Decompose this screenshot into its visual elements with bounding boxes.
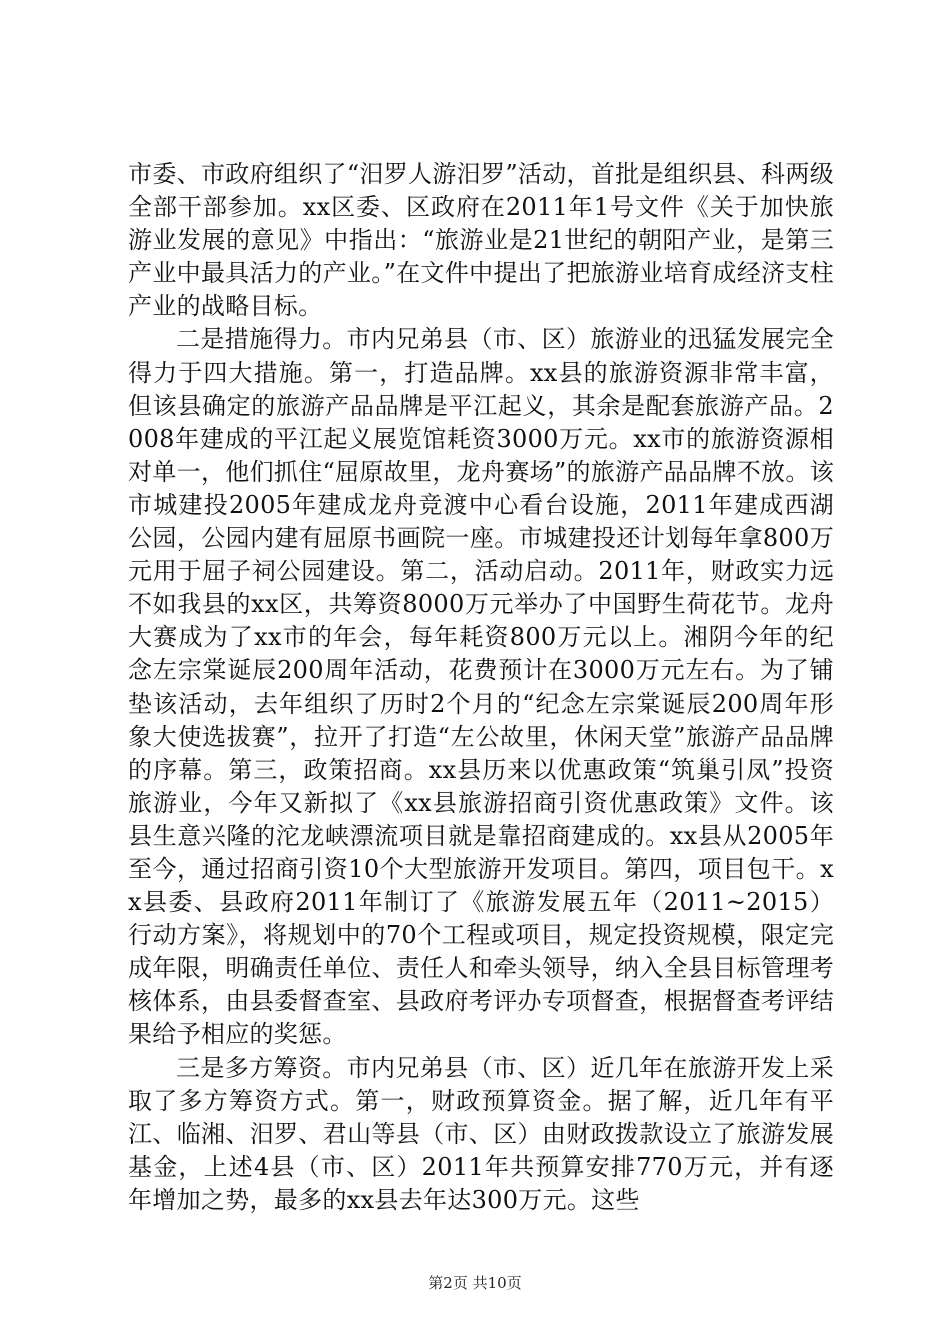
page-footer (0, 1273, 950, 1293)
paragraph-2: 二是措施得力。市内兄弟县（市、区）旅游业的迅猛发展完全得力于四大措施。第一，打造品牌。xx县的旅游资源非常丰富，但该县确定的旅游产品品牌是平江起义，其余是配套旅游产品。2008年建成的平江起义展览馆耗资3000万元。xx市的旅游资源相对单一，他们抓住“屈原故里，龙舟赛场”的旅游产品品牌不放。该市城建投2005年建成龙舟竞渡中心看台设施，2011年建成西湖公园，公园内建有屈原书画院一座。市城建投还计划每年拿800万元用于屈子祠公园建设。第二，活动启动。2011年，财政实力远不如我县的xx区，共筹资8000万元举办了中国野生荷花节。龙舟大赛成为了xx市的年会，每年耗资800万元以上。湘阴今年的纪念左宗棠诞辰200周年活动，花费预计在3000万元左右。为了铺垫该活动，去年组织了历时2个月的“纪念左宗棠诞辰200周年形象大使选拔赛”，拉开了打造“左公故里，休闲天堂”旅游产品品牌的序幕。第三，政策招商。xx县历来以优惠政策“筑巢引凤”投资旅游业，今年又新拟了《xx县旅游招商引资优惠政策》文件。该县生意兴隆的沱龙峡漂流项目就是靠招商建成的。xx县从2005年至今，通过招商引资10个大型旅游开发项目。第四，项目包干。xx县委、县政府2011年制订了《旅游发展五年（2011~2015）行动方案》，将规划中的70个工程或项目，规定投资规模，限定完成年限，明确责任单位、责任人和牵头领导，纳入全县目标管理考核体系，由县委督查室、县政府考评办专项督查，根据督查考评结果给予相应的奖惩。 (128, 325, 834, 1049)
paragraph-1: 市委、市政府组织了“汨罗人游汨罗”活动，首批是组织县、科两级全部干部参加。xx区委、区政府在2011年1号文件《关于加快旅游业发展的意见》中指出：“旅游业是21世纪的朝阳产业，是第三产业中最具活力的产业。”在文件中提出了把旅游业培育成经济支柱产业的战略目标。 (128, 160, 834, 321)
page-number-label: 第2页 共10页 (428, 1274, 522, 1292)
paragraph-3: 三是多方筹资。市内兄弟县（市、区）近几年在旅游开发上采取了多方筹资方式。第一，财政预算资金。据了解，近几年有平江、临湘、汨罗、君山等县（市、区）由财政拨款设立了旅游发展基金，上述4县（市、区）2011年共预算安排770万元，并有逐年增加之势，最多的xx县去年达300万元。这些 (128, 1053, 834, 1214)
document-body (128, 158, 834, 1217)
